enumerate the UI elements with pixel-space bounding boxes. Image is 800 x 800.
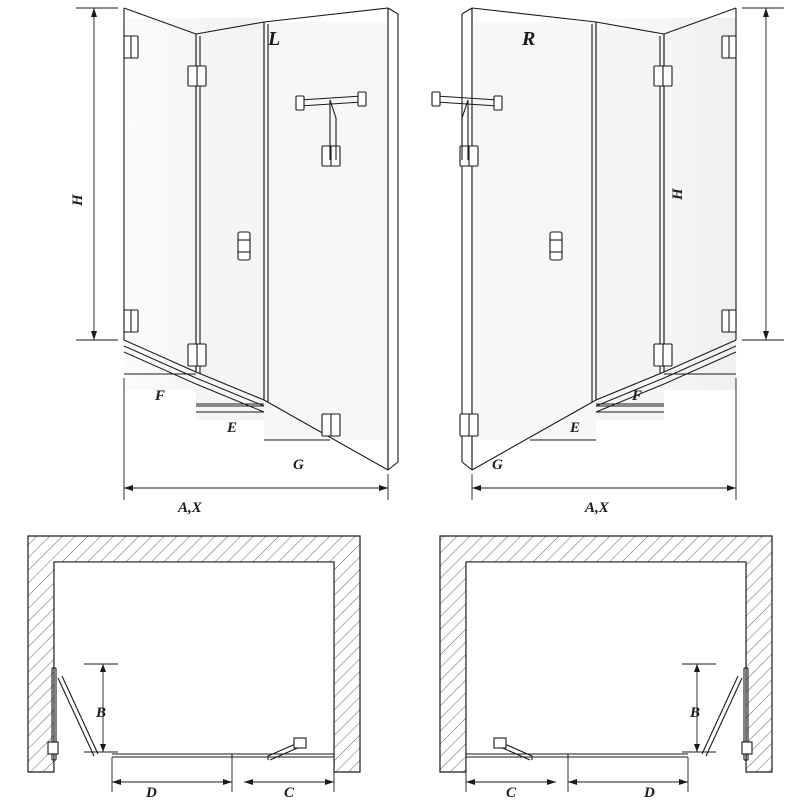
- label-panel-e-left: E: [227, 420, 238, 436]
- label-height-right: H: [670, 188, 686, 200]
- label-panel-e-right: E: [570, 420, 581, 436]
- dimension-h-right: [742, 8, 784, 340]
- label-panel-g-left: G: [293, 457, 304, 473]
- left-hinge-mid-lower: [188, 344, 206, 366]
- dimension-h-left: [76, 8, 118, 340]
- left-hinge-top: [124, 36, 138, 58]
- right-hinge-top: [722, 36, 736, 58]
- left-panel-g-glass: [264, 22, 388, 440]
- left-hinge-bottom: [124, 310, 138, 332]
- label-depth-c-right: C: [506, 785, 517, 800]
- right-view-return-panel: [462, 8, 472, 470]
- plan-right-room: [466, 562, 746, 772]
- left-hinge-g-upper: [322, 146, 340, 166]
- label-panel-f-left: F: [155, 388, 166, 404]
- label-depth-b-right: B: [690, 705, 701, 721]
- plan-view-left: [28, 536, 360, 792]
- right-hinge-mid-upper: [654, 66, 672, 86]
- right-hinge-g-upper: [460, 146, 478, 166]
- label-depth-d-right: D: [644, 785, 655, 800]
- label-handing-right: R: [522, 28, 536, 50]
- front-elevation-right: [432, 8, 784, 500]
- label-total-width-left: A,X: [178, 500, 202, 516]
- left-hinge-g-lower: [322, 414, 340, 436]
- label-handing-left: L: [268, 28, 281, 50]
- label-depth-c-left: C: [284, 785, 295, 800]
- left-door-handle: [238, 232, 250, 260]
- label-total-width-right: A,X: [585, 500, 609, 516]
- right-hinge-mid-lower: [654, 344, 672, 366]
- label-height-left: H: [70, 194, 86, 206]
- left-view-return-panel: [388, 8, 398, 470]
- right-door-handle: [550, 232, 562, 260]
- label-depth-d-left: D: [146, 785, 157, 800]
- plan-view-right: [440, 536, 772, 792]
- right-hinge-bottom: [722, 310, 736, 332]
- plan-left-room: [54, 562, 334, 772]
- right-hinge-g-lower: [460, 414, 478, 436]
- label-panel-g-right: G: [492, 457, 503, 473]
- right-panel-g-glass: [472, 22, 596, 440]
- label-depth-b-left: B: [96, 705, 107, 721]
- label-panel-f-right: F: [632, 388, 643, 404]
- left-hinge-mid-upper: [188, 66, 206, 86]
